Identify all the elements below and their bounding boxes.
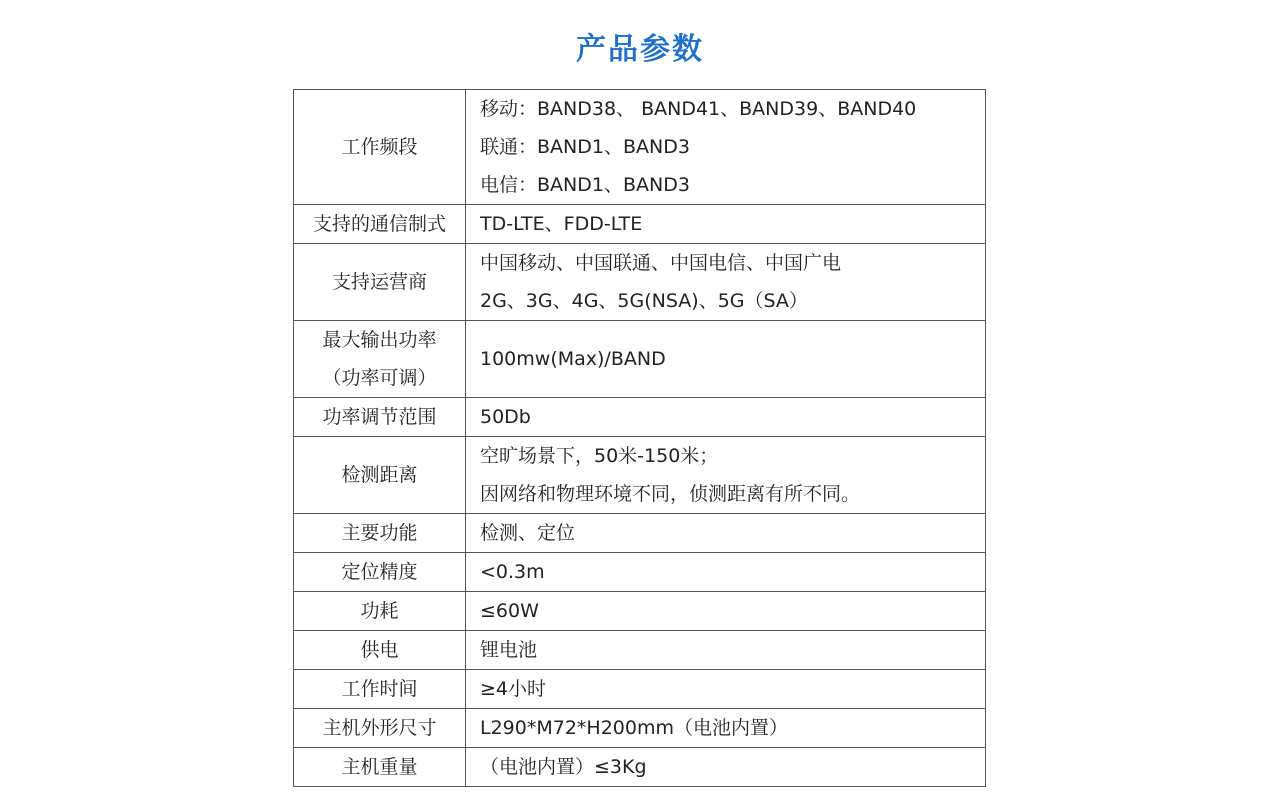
param-value: 100mw(Max)/BAND bbox=[480, 348, 666, 370]
param-value-cell bbox=[466, 90, 986, 205]
params-table-body bbox=[294, 90, 986, 787]
param-row bbox=[294, 244, 986, 321]
param-label: 功率调节范围 bbox=[322, 406, 437, 428]
param-label: 检测距离 bbox=[341, 464, 418, 486]
param-label-cell bbox=[294, 398, 466, 437]
param-value: 移动：BAND38、 BAND41、BAND39、BAND40 bbox=[480, 98, 917, 120]
param-value-cell bbox=[466, 244, 986, 321]
param-label-cell bbox=[294, 514, 466, 553]
param-value: 中国移动、中国联通、中国电信、中国广电 bbox=[480, 252, 842, 274]
param-label-cell bbox=[294, 244, 466, 321]
param-row bbox=[294, 90, 986, 205]
param-row bbox=[294, 398, 986, 437]
param-label-cell bbox=[294, 709, 466, 748]
param-label-cell bbox=[294, 90, 466, 205]
param-value: ≥4小时 bbox=[480, 678, 547, 700]
param-row bbox=[294, 748, 986, 787]
param-label: 主要功能 bbox=[341, 522, 418, 544]
param-value-cell bbox=[466, 514, 986, 553]
param-value-cell bbox=[466, 631, 986, 670]
param-value-cell bbox=[466, 205, 986, 244]
param-label: 最大输出功率 bbox=[322, 329, 437, 351]
param-value: 因网络和物理环境不同，侦测距离有所不同。 bbox=[480, 483, 861, 505]
param-label: 主机外形尺寸 bbox=[322, 717, 437, 739]
param-value: TD-LTE、FDD-LTE bbox=[480, 213, 643, 235]
param-value: 检测、定位 bbox=[480, 522, 576, 544]
param-label: 支持的通信制式 bbox=[312, 213, 446, 235]
param-value: 2G、3G、4G、5G(NSA)、5G（SA） bbox=[480, 290, 808, 312]
param-row bbox=[294, 592, 986, 631]
param-row bbox=[294, 631, 986, 670]
param-label: 主机重量 bbox=[341, 756, 418, 778]
param-value: 电信：BAND1、BAND3 bbox=[480, 174, 690, 196]
param-value-cell bbox=[466, 437, 986, 514]
param-label-cell bbox=[294, 670, 466, 709]
param-label-cell bbox=[294, 748, 466, 787]
param-label: （功率可调） bbox=[322, 367, 437, 389]
param-value: 50Db bbox=[480, 406, 531, 428]
param-label: 支持运营商 bbox=[331, 271, 427, 293]
param-value: L290*M72*H200mm（电池内置） bbox=[480, 717, 788, 739]
param-label-cell bbox=[294, 205, 466, 244]
param-row bbox=[294, 321, 986, 398]
param-label: 供电 bbox=[360, 639, 399, 661]
param-row bbox=[294, 670, 986, 709]
param-row bbox=[294, 709, 986, 748]
param-row bbox=[294, 437, 986, 514]
param-label-cell bbox=[294, 321, 466, 398]
param-label: 定位精度 bbox=[341, 561, 418, 583]
param-label: 工作频段 bbox=[341, 136, 418, 158]
param-value: <0.3m bbox=[480, 561, 545, 583]
param-value-cell bbox=[466, 398, 986, 437]
param-label: 功耗 bbox=[360, 600, 399, 622]
param-value-cell bbox=[466, 321, 986, 398]
param-value: 空旷场景下，50米-150米； bbox=[480, 445, 719, 467]
product-params-table bbox=[293, 89, 986, 787]
param-value: 锂电池 bbox=[480, 639, 538, 661]
page-title: 产品参数 bbox=[576, 32, 704, 67]
param-value-cell bbox=[466, 670, 986, 709]
param-label-cell bbox=[294, 553, 466, 592]
param-label-cell bbox=[294, 592, 466, 631]
param-value: 联通：BAND1、BAND3 bbox=[480, 136, 690, 158]
param-value: ≤60W bbox=[480, 600, 539, 622]
param-value-cell bbox=[466, 709, 986, 748]
param-label: 工作时间 bbox=[341, 678, 418, 700]
param-row bbox=[294, 514, 986, 553]
param-row bbox=[294, 553, 986, 592]
param-value: （电池内置）≤3Kg bbox=[480, 756, 647, 778]
param-value-cell bbox=[466, 592, 986, 631]
param-row bbox=[294, 205, 986, 244]
param-value-cell bbox=[466, 553, 986, 592]
param-value-cell bbox=[466, 748, 986, 787]
param-label-cell bbox=[294, 631, 466, 670]
param-label-cell bbox=[294, 437, 466, 514]
